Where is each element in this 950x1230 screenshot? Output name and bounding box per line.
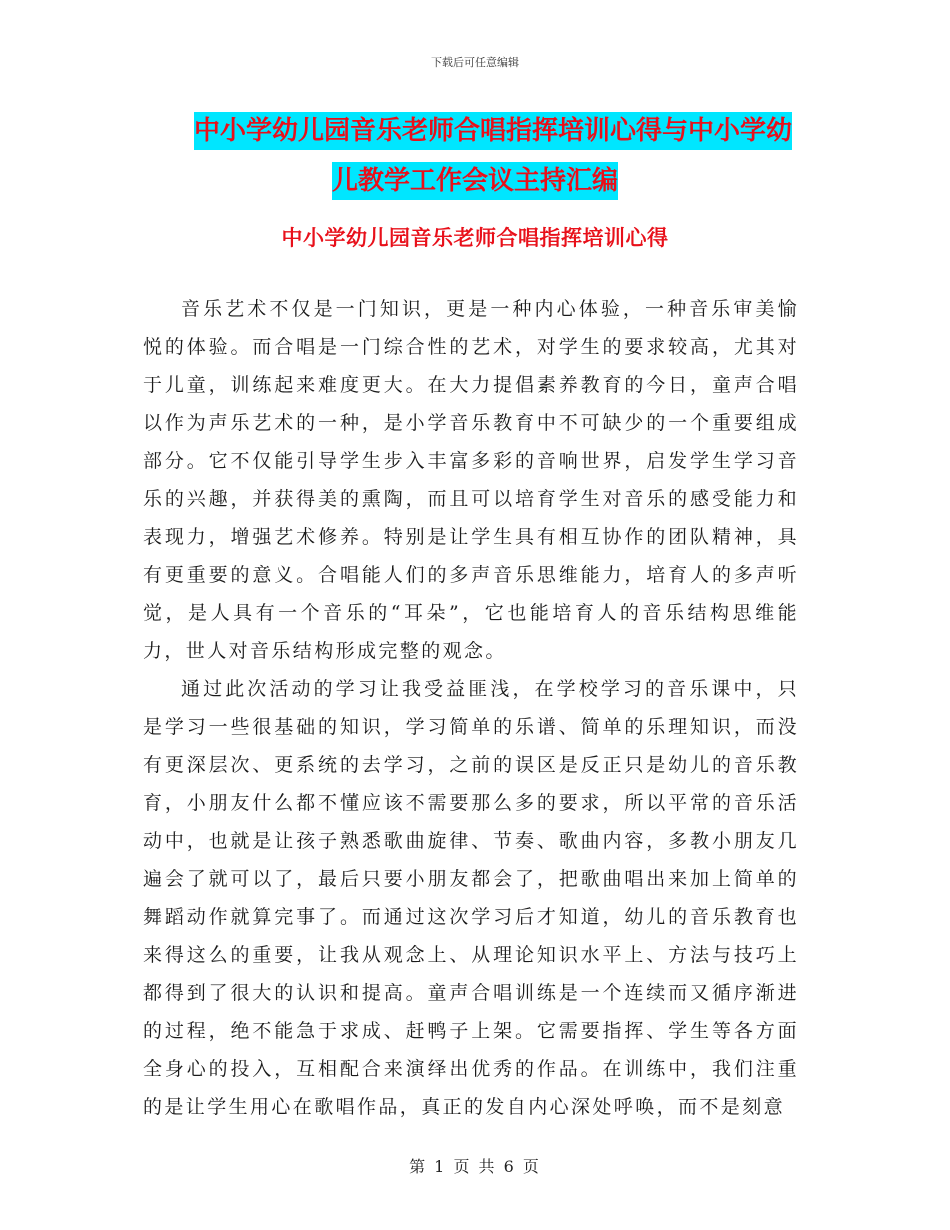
document-title [194, 106, 804, 206]
paragraph: 通过此次活动的学习让我受益匪浅，在学校学习的音乐课中，只是学习一些很基础的知识，学习简单的乐谱、简单的乐理知识，而没有更深层次、更系统的去学习，之前的误区是反正只是幼儿的音乐教育，小朋友什么都不懂应该不需要那么多的要求，所以平常的音乐活动中，也就是让孩子熟悉歌曲旋律、节奏、歌曲内容，多教小朋友几遍会了就可以了，最后只要小朋友都会了，把歌曲唱出来加上简单的舞蹈动作就算完事了。而通过这次学习后才知道，幼儿的音乐教育也来得这么的重要，让我从观念上、从理论知识水平上、方法与技巧上都得到了很大的认识和提高。童声合唱训练是一个连续而又循序渐进的过程，绝不能急于求成、赶鸭子上架。它需要指挥、学生等各方面全身心的投入，互相配合来演绎出优秀的作品。在训练中，我们注重的是让学生用心在歌唱作品，真正的发自内心深处呼唤，而不是刻意 [143, 678, 799, 1118]
paragraph: 音乐艺术不仅是一门知识，更是一种内心体验，一种音乐审美愉悦的体验。而合唱是一门综合性的艺术，对学生的要求较高，尤其对于儿童，训练起来难度更大。在大力提倡素养教育的今日，童声合唱以作为声乐艺术的一种，是小学音乐教育中不可缺少的一个重要组成部分。它不仅能引导学生步入丰富多彩的音响世界，启发学生学习音乐的兴趣，并获得美的熏陶，而且可以培育学生对音乐的感受能力和表现力，增强艺术修养。特别是让学生具有相互协作的团队精神，具有更重要的意义。合唱能人们的多声音乐思维能力，培育人的多声听觉，是人具有一个音乐的“耳朵”，它也能培育人的音乐结构思维能力，世人对音乐结构形成完整的观念。 [143, 298, 799, 662]
body-text [143, 290, 799, 1126]
section-title: 中小学幼儿园音乐老师合唱指挥培训心得 [281, 226, 669, 250]
title-line-1: 中小学幼儿园音乐老师合唱指挥培训心得与中小学幼 [194, 112, 792, 150]
title-line-2: 儿教学工作会议主持汇编 [332, 162, 618, 200]
header-note: 下载后可任意编辑 [431, 56, 519, 69]
page-number: 第 1 页 共 6 页 [409, 1157, 541, 1176]
